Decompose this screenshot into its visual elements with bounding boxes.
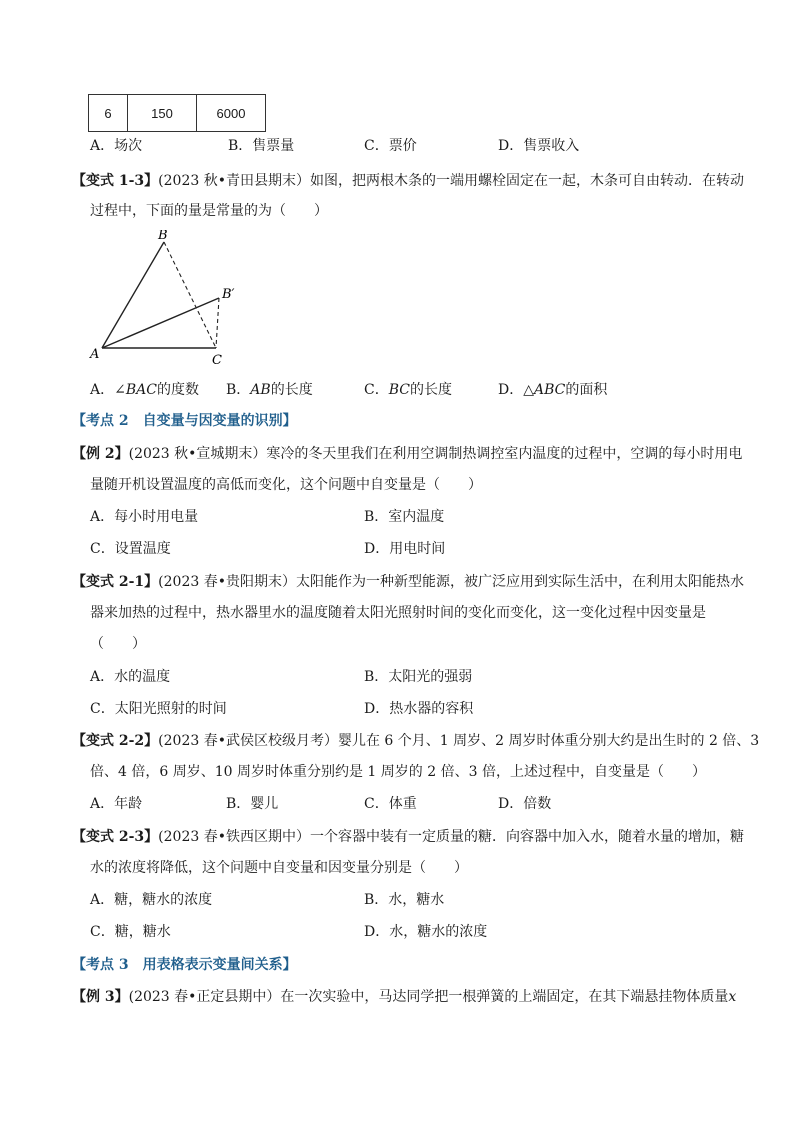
option-d: D．△ABC的面积 [498,382,608,398]
table-cell: 150 [128,95,197,132]
option-a: A．每小时用电量 [90,509,199,525]
option-c: C．糖，糖水 [90,924,171,940]
question-v21-line2: 器来加热的过程中，热水器里水的温度随着太阳光照射时间的变化而变化，这一变化过程中因变量是 [90,605,706,621]
option-a: A．∠BAC的度数 [90,382,199,398]
question-v13-line1 [72,171,744,191]
option-d: D．倍数 [498,796,552,812]
question-v23-line1: 【变式 2-3】(2023 春•铁西区期中）一个容器中装有一定质量的糖．向容器中加入水，随着水量的增加，糖 [72,829,744,845]
option-c: C．票价 [364,138,417,154]
option-d: D．售票收入 [498,138,580,154]
option-b: B．太阳光的强弱 [364,669,473,685]
section-heading-kd2: 【考点 2 自变量与因变量的识别】 [72,413,297,429]
dashed-bc [164,242,216,348]
table-cell: 6000 [197,95,266,132]
question-v22-line1: 【变式 2-2】(2023 春•武侯区校级月考）婴儿在 6 个月、1 周岁、2 周岁时体重分别大约是出生时的 2 倍、3 [72,733,760,749]
question-ex2-line1: 【例 2】(2023 秋•宣城期末）寒冷的冬天里我们在利用空调制热调控室内温度的过程中，空调的每小时用电 [72,446,743,462]
dashed-b-prime-c [216,298,219,348]
option-c: C．BC的长度 [364,382,452,398]
question-v21-line1: 【变式 2-1】(2023 春•贵阳期末）太阳能作为一种新型能源，被广泛应用到实际生活中，在利用太阳能热水 [72,574,744,590]
option-b: B．AB的长度 [226,382,313,398]
table-cell: 6 [89,95,128,132]
question-tag: 【变式 1-3】 [72,173,159,189]
rotating-sticks-figure [86,230,256,370]
question-ex2-line2: 量随开机设置温度的高低而变化，这个问题中自变量是（ ） [90,477,482,493]
label-b: B [158,230,168,243]
option-c: C．太阳光照射的时间 [90,701,227,717]
option-d: D．用电时间 [364,541,446,557]
question-v23-line2: 水的浓度将降低，这个问题中自变量和因变量分别是（ ） [90,860,468,876]
option-c: C．体重 [364,796,417,812]
question-v21-line3: （ ） [90,636,146,652]
label-b-prime: B′ [222,287,235,302]
variable-x: x [728,989,737,1005]
option-b: B．室内温度 [364,509,445,525]
option-b: B．婴儿 [226,796,279,812]
option-b: B．售票量 [228,138,295,154]
label-a: A [90,347,100,362]
table-row [89,95,266,132]
option-b: B．水，糖水 [364,892,445,908]
option-a: A．年龄 [90,796,143,812]
label-c: C [212,353,222,368]
stick-ab [102,242,164,348]
question-v22-line2: 倍、4 倍，6 周岁、10 周岁时体重分别约是 1 周岁的 2 倍、3 倍，上述过程中，自变量是（ ） [90,764,706,780]
question-v13-line2: 过程中，下面的量是常量的为（ ） [90,203,328,219]
option-a: A．水的温度 [90,669,171,685]
option-d: D．水，糖水的浓度 [364,924,488,940]
option-a: A．糖，糖水的浓度 [90,892,213,908]
option-c: C．设置温度 [90,541,171,557]
question-text: (2023 秋•青田县期末）如图，把两根木条的一端用螺栓固定在一起，木条可自由转动．在转动 [158,173,744,189]
question-ex3-line1: 【例 3】(2023 春•正定县期中）在一次实验中，马达同学把一根弹簧的上端固定，在其下端悬挂物体质量x [72,989,737,1005]
option-a: A．场次 [90,138,143,154]
stick-ab-prime [102,298,219,348]
section-heading-kd3: 【考点 3 用表格表示变量间关系】 [72,957,297,973]
data-table [88,94,266,132]
option-d: D．热水器的容积 [364,701,474,717]
